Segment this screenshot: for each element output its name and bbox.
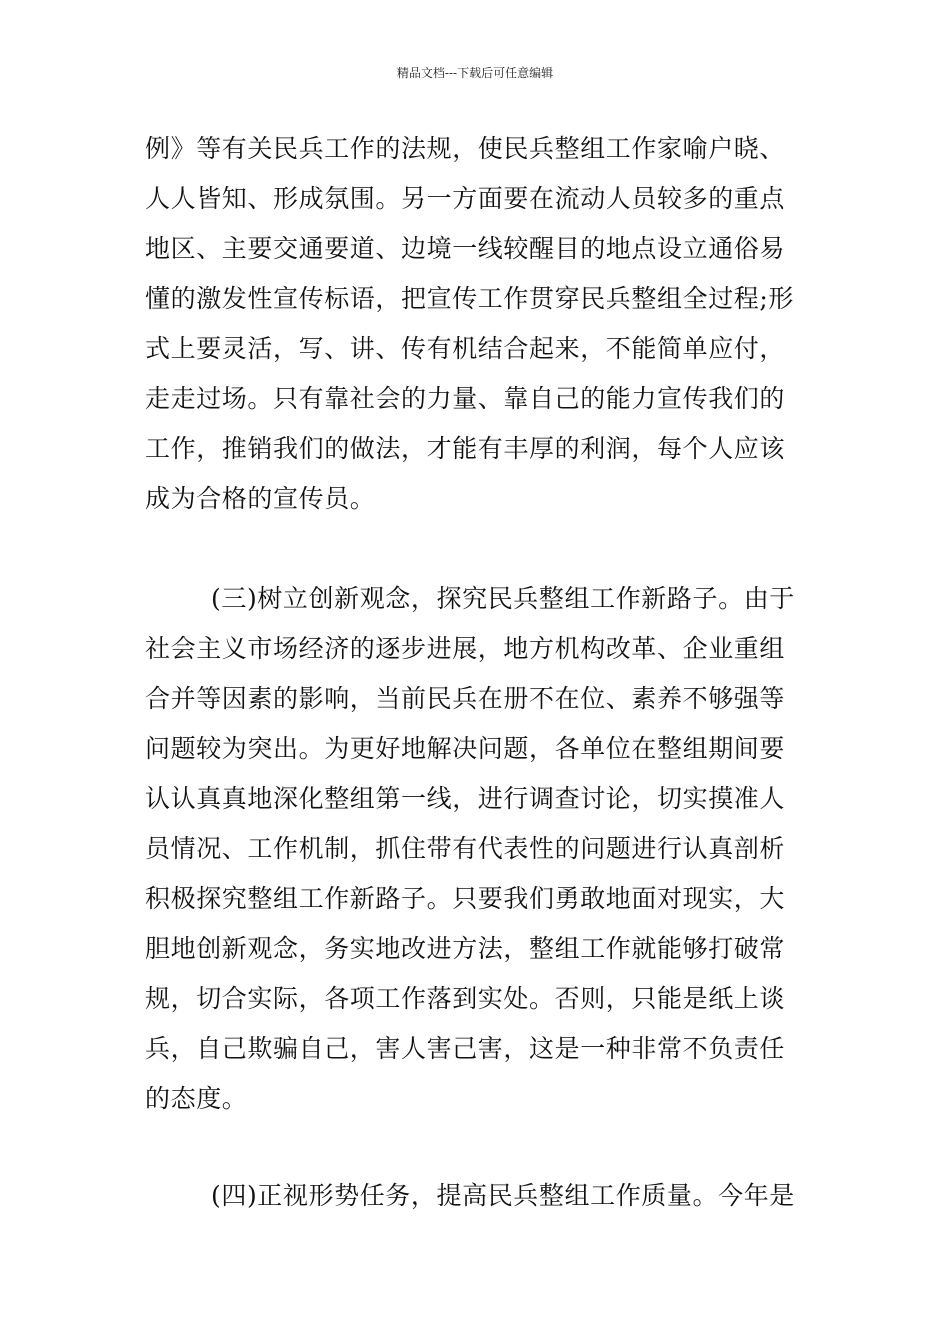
page-header: 精品文档---下载后可任意编辑: [396, 66, 554, 80]
text-line: 懂的激发性宣传标语，把宣传工作贯穿民兵整组全过程;形: [145, 284, 795, 313]
paragraph-3: [145, 1171, 805, 1221]
text-line: 的态度。: [145, 1084, 248, 1113]
text-line: 认认真真地深化整组第一线，进行调查讨论，切实摸准人: [145, 784, 786, 813]
paragraph-2: [145, 574, 805, 1124]
text-line: 社会主义市场经济的逐步进展，地方机构改革、企业重组: [145, 634, 786, 663]
text-line: 人人皆知、形成氛围。另一方面要在流动人员较多的重点: [145, 184, 786, 213]
text-line: 积极探究整组工作新路子。只要我们勇敢地面对现实，大: [145, 884, 786, 913]
text-line: 规，切合实际，各项工作落到实处。否则，只能是纸上谈: [145, 984, 786, 1013]
text-line: 式上要灵活，写、讲、传有机结合起来，不能简单应付，: [145, 334, 786, 363]
text-line: (四)正视形势任务，提高民兵整组工作质量。今年是: [211, 1181, 795, 1210]
text-line: 胆地创新观念，务实地改进方法，整组工作就能够打破常: [145, 934, 786, 963]
paragraph-1: [145, 124, 805, 524]
text-line: 地区、主要交通要道、边境一线较醒目的地点设立通俗易: [145, 234, 786, 263]
text-line: 例》等有关民兵工作的法规，使民兵整组工作家喻户晓、: [145, 134, 786, 163]
text-line: (三)树立创新观念，探究民兵整组工作新路子。由于: [211, 584, 795, 613]
text-line: 兵，自己欺骗自己，害人害己害，这是一种非常不负责任: [145, 1034, 786, 1063]
text-line: 员情况、工作机制，抓住带有代表性的问题进行认真剖析: [145, 834, 786, 863]
text-line: 成为合格的宣传员。: [145, 484, 376, 513]
text-line: 合并等因素的影响，当前民兵在册不在位、素养不够强等: [145, 684, 786, 713]
text-line: 问题较为突出。为更好地解决问题，各单位在整组期间要: [145, 734, 786, 763]
text-line: 工作，推销我们的做法，才能有丰厚的利润，每个人应该: [145, 434, 786, 463]
text-line: 走走过场。只有靠社会的力量、靠自己的能力宣传我们的: [145, 384, 786, 413]
